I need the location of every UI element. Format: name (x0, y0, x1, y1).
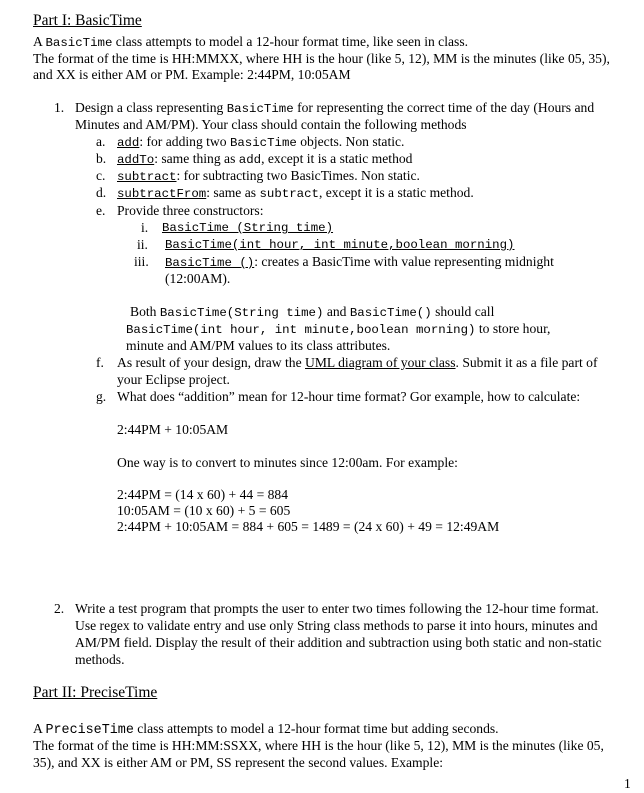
item-a-text: add: for adding two BasicTime objects. Non static. (117, 134, 405, 150)
calc-line-2: 10:05AM = (10 x 60) + 5 = 605 (117, 503, 291, 518)
calc-line-1: 2:44PM = (14 x 60) + 44 = 884 (117, 487, 289, 502)
q1-line-2: Minutes and AM/PM). Your class should contain the following methods (75, 117, 467, 132)
constructor-note-line-3: minute and AM/PM values to its class attributes. (126, 338, 391, 353)
constructor-default-line-2: (12:00AM). (165, 271, 231, 286)
q2-line-1: Write a test program that prompts the user to enter two times following the 12-hour time format. (75, 601, 599, 616)
constructor-int: BasicTime(int hour, int minute,boolean morning) (165, 238, 515, 252)
q2-number: 2. (54, 601, 65, 616)
constructor-note-line-2: BasicTime(int hour, int minute,boolean morning) to store hour, (126, 321, 551, 337)
q2-line-4: methods. (75, 652, 125, 667)
intro-line-1: A BasicTime class attempts to model a 12-hour format time, like seen in class. (33, 34, 469, 50)
item-e-i-label: i. (141, 220, 149, 235)
item-f-line-2: your Eclipse project. (117, 372, 230, 387)
item-f-text: As result of your design, draw the UML diagram of your class. Submit it as a file part of (117, 355, 598, 370)
item-b-text: addTo: same thing as add, except it is a static method (117, 151, 413, 167)
part2-line-1: A PreciseTime class attempts to model a 12-hour format time but adding seconds. (33, 721, 499, 738)
item-b-label: b. (96, 151, 107, 166)
intro-line-2: The format of the time is HH:MMXX, where HH is the hour (like 5, 12), MM is the minutes (like 05, 35), (33, 51, 610, 66)
part1-heading: Part I: BasicTime (33, 12, 142, 29)
q2-line-2: Use regex to validate entry and use only String class methods to parse it into hours, minutes and (75, 618, 598, 633)
item-c-text: subtract: for subtracting two BasicTimes. Non static. (117, 168, 420, 184)
one-way-text: One way is to convert to minutes since 12:00am. For example: (117, 455, 458, 470)
constructor-string: BasicTime (String time) (162, 221, 334, 235)
part2-line-2: The format of the time is HH:MM:SSXX, where HH is the hour (like 5, 12), MM is the minutes (like 05, (33, 738, 604, 753)
addition-expression: 2:44PM + 10:05AM (117, 422, 229, 437)
item-f-label: f. (96, 355, 104, 370)
part2-heading: Part II: PreciseTime (33, 684, 158, 701)
item-e-iii-label: iii. (134, 254, 149, 269)
q2-line-3: AM/PM field. Display the result of their addition and subtraction using both static and non-static (75, 635, 602, 650)
constructor-note-line-1: Both BasicTime(String time) and BasicTime() should call (130, 304, 495, 320)
item-a-label: a. (96, 134, 106, 149)
intro-line-3: and XX is either AM or PM. Example: 2:44PM, 10:05AM (33, 67, 351, 82)
item-e-ii-label: ii. (137, 237, 148, 252)
calc-line-3: 2:44PM + 10:05AM = 884 + 605 = 1489 = (24 x 60) + 49 = 12:49AM (117, 519, 500, 534)
item-d-text: subtractFrom: same as subtract, except it is a static method. (117, 185, 474, 201)
constructor-default: BasicTime (): creates a BasicTime with value representing midnight (165, 254, 554, 270)
part2-line-3: 35), and XX is either AM or PM, SS represent the second values. Example: (33, 755, 444, 770)
q1-number: 1. (54, 100, 65, 115)
item-e-label: e. (96, 203, 106, 218)
uml-diagram-link[interactable]: UML diagram of your class (305, 355, 456, 370)
item-d-label: d. (96, 185, 107, 200)
item-c-label: c. (96, 168, 106, 183)
page-number: 1 (624, 776, 631, 791)
item-g-text: What does “addition” mean for 12-hour time format? Gor example, how to calculate: (117, 389, 581, 404)
item-g-label: g. (96, 389, 107, 404)
item-e-text: Provide three constructors: (117, 203, 264, 218)
q1-line-1: Design a class representing BasicTime for representing the correct time of the day (Hours and (75, 100, 595, 116)
